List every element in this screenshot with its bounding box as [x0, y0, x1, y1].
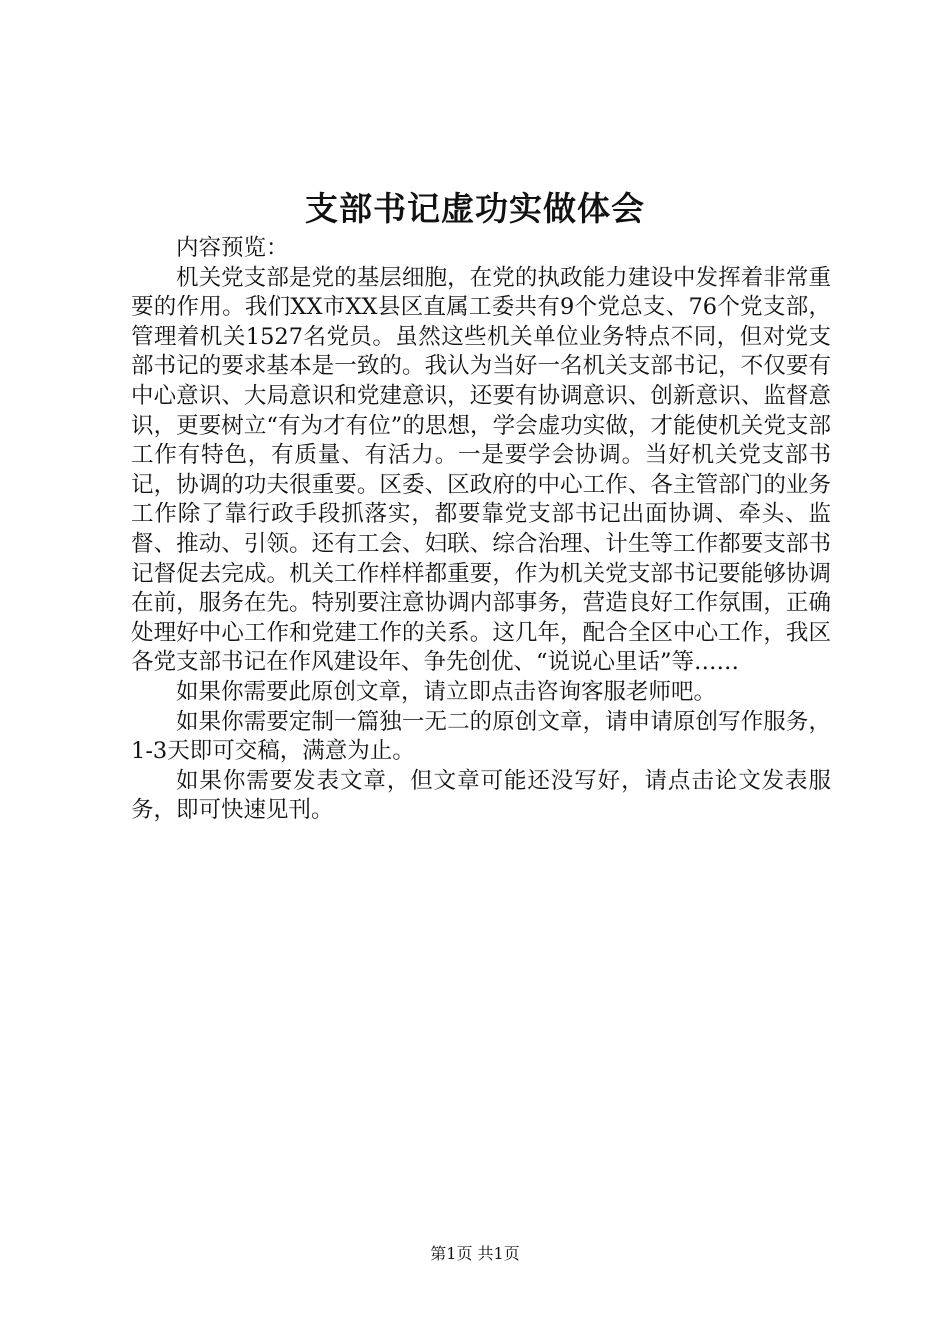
- publish-service-paragraph: 如果你需要发表文章，但文章可能还没写好，请点击论文发表服务，即可快速见刊。: [131, 767, 831, 824]
- body-paragraph-main: 机关党支部是党的基层细胞，在党的执政能力建设中发挥着非常重要的作用。我们XX市XX县区直属工委共有9个党总支、76个党支部，管理着机关1527名党员。虽然这些机关单位业务特点不同，但对党支部书记的要求基本是一致的。我认为当好一名机关支部书记，不仅要有中心意识、大局意识和党建意识，还要有协调意识、创新意识、监督意识，更要树立“有为才有位”的思想，学会虚功实做，才能使机关党支部工作有特色，有质量、有活力。一是要学会协调。当好机关党支部书记，协调的功夫很重要。区委、区政府的中心工作、各主管部门的业务工作除了靠行政手段抓落实，都要靠党支部书记出面协调、牵头、监督、推动、引领。还有工会、妇联、综合治理、计生等工作都要支部书记督促去完成。机关工作样样都重要，作为机关党支部书记要能够协调在前，服务在先。特别要注意协调内部事务，营造良好工作氛围，正确处理好中心工作和党建工作的关系。这几年，配合全区中心工作，我区各党支部书记在作风建设年、争先创优、“说说心里话”等……: [131, 264, 831, 676]
- page-number-footer: 第1页 共1页: [430, 1244, 520, 1263]
- custom-writing-paragraph: 如果你需要定制一篇独一无二的原创文章，请申请原创写作服务，1-3天即可交稿，满意为止。: [131, 708, 831, 765]
- consult-service-paragraph: 如果你需要此原创文章，请立即点击咨询客服老师吧。: [176, 678, 717, 705]
- document-title: 支部书记虚功实做体会: [305, 189, 645, 228]
- document-body: [131, 234, 831, 826]
- preview-label: 内容预览：: [176, 235, 289, 261]
